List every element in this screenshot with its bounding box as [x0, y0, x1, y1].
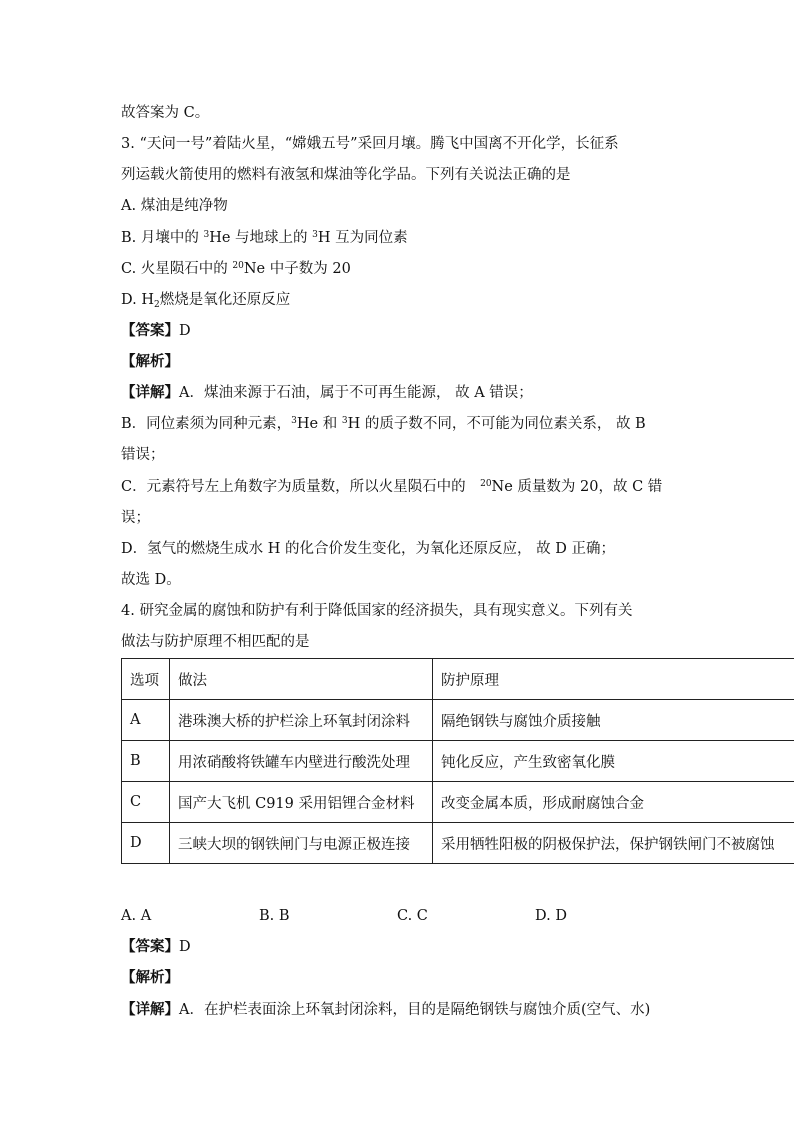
q3-stem-line1: 3. “天问一号”着陆火星，“嫦娥五号”采回月壤。腾飞中国离不开化学，长征系	[121, 136, 619, 152]
mass-number: 20	[232, 261, 244, 271]
table-cell: 港珠澳大桥的护栏涂上环氧封闭涂料	[170, 700, 433, 741]
q4-answer	[121, 937, 191, 957]
table-cell: 三峡大坝的钢铁闸门与电源正极连接	[170, 823, 433, 864]
options-table	[121, 658, 794, 864]
detail-text: Ne 质量数为 20，故 C 错	[491, 479, 663, 495]
table-row	[122, 823, 794, 864]
table-cell: 隔绝钢铁与腐蚀介质接触	[433, 700, 794, 741]
q3-detail-a	[121, 383, 533, 403]
q4-choice-c: C. C	[397, 908, 428, 924]
table-cell: C	[122, 782, 170, 823]
table-cell: B	[122, 741, 170, 782]
table-row	[122, 700, 794, 741]
prev-conclusion: 故答案为 C。	[121, 105, 210, 121]
mass-number: 3	[203, 230, 210, 240]
answer-value: D	[179, 939, 191, 955]
detail-tag: 【详解】	[121, 1001, 179, 1018]
q3-option-a: A. 煤油是纯净物	[121, 198, 228, 214]
q3-option-c	[121, 259, 351, 279]
q3-option-d-text: 燃烧是氧化还原反应	[159, 292, 291, 308]
detail-text: A．煤油来源于石油，属于不可再生能源， 故 A 错误；	[179, 385, 533, 401]
mass-number: 20	[480, 479, 492, 489]
q3-option-b-text: B. 月壤中的	[121, 230, 204, 246]
detail-text: He 和	[296, 416, 342, 432]
q4-choice-d: D. D	[535, 908, 567, 924]
q3-option-d	[121, 290, 290, 310]
detail-text: C．元素符号左上角数字为质量数，所以火星陨石中的	[121, 479, 481, 495]
q3-conclusion: 故选 D。	[121, 572, 181, 588]
q3-option-c-text: Ne 中子数为 20	[243, 261, 351, 277]
mass-number: 3	[312, 230, 318, 240]
q4-stem-line2: 做法与防护原理不相匹配的是	[121, 634, 310, 650]
table-row	[122, 741, 794, 782]
table-row	[122, 782, 794, 823]
table-cell: 用浓硝酸将铁罐车内壁进行酸洗处理	[170, 741, 433, 782]
answer-tag: 【答案】	[121, 322, 179, 339]
detail-text: A．在护栏表面涂上环氧封闭涂料，目的是隔绝钢铁与腐蚀介质(空气、水)	[179, 1002, 651, 1018]
detail-text: H 的质子数不同，不可能为同位素关系， 故 B	[347, 416, 646, 432]
table-cell: 国产大飞机 C919 采用铝锂合金材料	[170, 782, 433, 823]
mass-number: 3	[291, 416, 297, 426]
table-header: 做法	[170, 659, 433, 700]
q3-option-b-text: H 互为同位素	[317, 230, 408, 246]
q3-stem-line2: 列运载火箭使用的燃料有液氢和煤油等化学品。下列有关说法正确的是	[121, 167, 571, 183]
q3-detail-b-cont: 错误；	[121, 447, 165, 463]
q4-detail-a	[121, 1000, 650, 1020]
table-header: 防护原理	[433, 659, 794, 700]
q3-detail-d: D．氢气的燃烧生成水 H 的化合价发生变化，为氧化还原反应， 故 D 正确；	[121, 541, 615, 557]
table-cell: A	[122, 700, 170, 741]
table-cell: 钝化反应，产生致密氧化膜	[433, 741, 794, 782]
q4-choice-a: A. A	[121, 908, 152, 924]
table-header-row	[122, 659, 794, 700]
q3-option-b	[121, 228, 408, 248]
q4-stem-line1: 4. 研究金属的腐蚀和防护有利于降低国家的经济损失，具有现实意义。下列有关	[121, 603, 633, 619]
detail-tag: 【详解】	[121, 384, 179, 401]
q4-choice-b: B. B	[259, 908, 290, 924]
q3-answer	[121, 321, 191, 341]
answer-value: D	[179, 323, 191, 339]
table-header: 选项	[122, 659, 170, 700]
q3-analysis: 【解析】	[121, 353, 179, 370]
q4-analysis: 【解析】	[121, 969, 179, 986]
q3-option-b-text: He 与地球上的	[209, 230, 313, 246]
q3-option-d-text: D. H	[121, 292, 154, 308]
answer-tag: 【答案】	[121, 938, 179, 955]
q3-detail-c	[121, 477, 662, 497]
q3-option-c-text: C. 火星陨石中的	[121, 261, 233, 277]
detail-text: B．同位素须为同种元素，	[121, 416, 292, 432]
table-cell: D	[122, 823, 170, 864]
q3-detail-b	[121, 414, 646, 434]
table-cell: 改变金属本质，形成耐腐蚀合金	[433, 782, 794, 823]
subscript: 2	[153, 300, 160, 310]
table-cell: 采用牺牲阳极的阴极保护法，保护钢铁闸门不被腐蚀	[433, 823, 794, 864]
q3-detail-c-cont: 误；	[121, 510, 150, 526]
mass-number: 3	[341, 416, 348, 426]
